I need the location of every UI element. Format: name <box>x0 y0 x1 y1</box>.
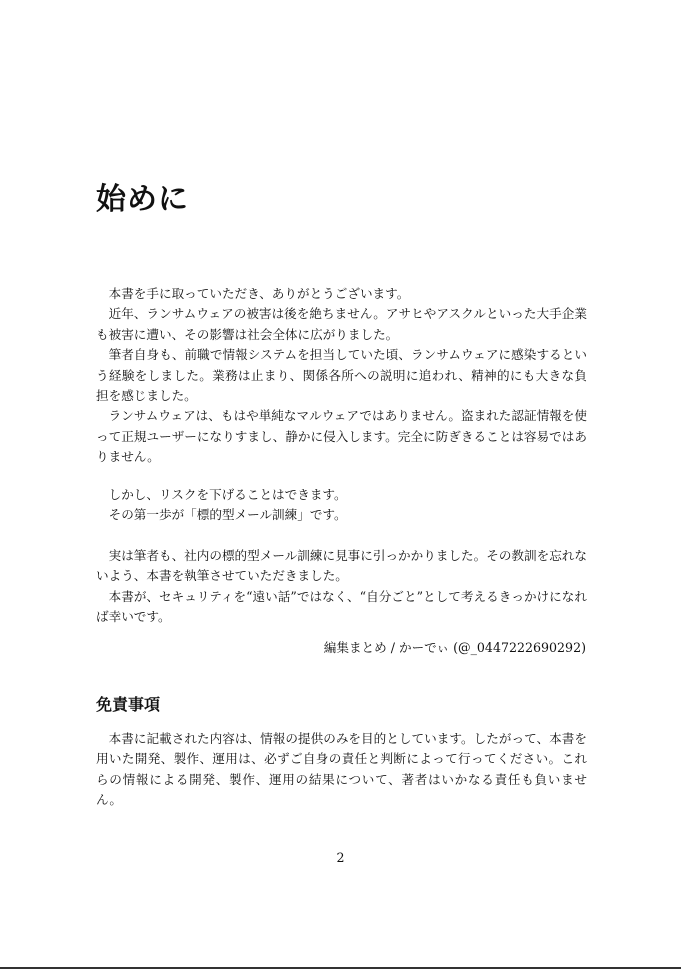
intro-section <box>96 284 587 468</box>
intro-paragraph: しかし、リスクを下げることはできます。 <box>108 487 347 502</box>
intro-paragraph: 本書が、セキュリティを“遠い話”ではなく、“自分ごと”として考えるきっかけになれば幸いです。 <box>96 588 587 625</box>
intro-paragraph: 本書を手に取っていただき、ありがとうございます。 <box>108 286 410 301</box>
disclaimer-section <box>96 729 587 811</box>
intro-paragraph: ランサムウェアは、もはや単純なマルウェアではありません。盗まれた認証情報を使って正規ユーザーになりすまし、静かに侵入します。完全に防ぎきることは容易ではありません。 <box>96 408 587 465</box>
intro-section-risk <box>96 485 587 526</box>
disclaimer-title: 免責事項 <box>96 695 161 714</box>
chapter-title: 始めに <box>96 182 189 217</box>
intro-paragraph: 実は筆者も、社内の標的型メール訓練に見事に引っかかりました。その教訓を忘れないよう、本書を執筆させていただきました。 <box>96 548 587 584</box>
intro-paragraph: 近年、ランサムウェアの被害は後を絶ちません。アサヒやアスクルといった大手企業も被害に遭い、その影響は社会全体に広がりました。 <box>96 306 587 342</box>
author-signature: 編集まとめ / かーでぃ (@_0447222690292) <box>323 640 586 655</box>
page-number: 2 <box>336 850 345 865</box>
intro-paragraph: 筆者自身も、前職で情報システムを担当していた頃、ランサムウェアに感染するという経験をしました。業務は止まり、関係各所への説明に追われ、精神的にも大きな負担を感じました。 <box>96 347 587 404</box>
intro-section-purpose <box>96 546 587 628</box>
disclaimer-paragraph: 本書に記載された内容は、情報の提供のみを目的としています。したがって、本書を用いた開発、製作、運用は、必ずご自身の責任と判断によって行ってください。これらの情報による開発、製作、運用の結果について、著者はいかなる責任も負いません。 <box>96 731 587 808</box>
intro-paragraph: その第一歩が「標的型メール訓練」です。 <box>108 507 347 523</box>
